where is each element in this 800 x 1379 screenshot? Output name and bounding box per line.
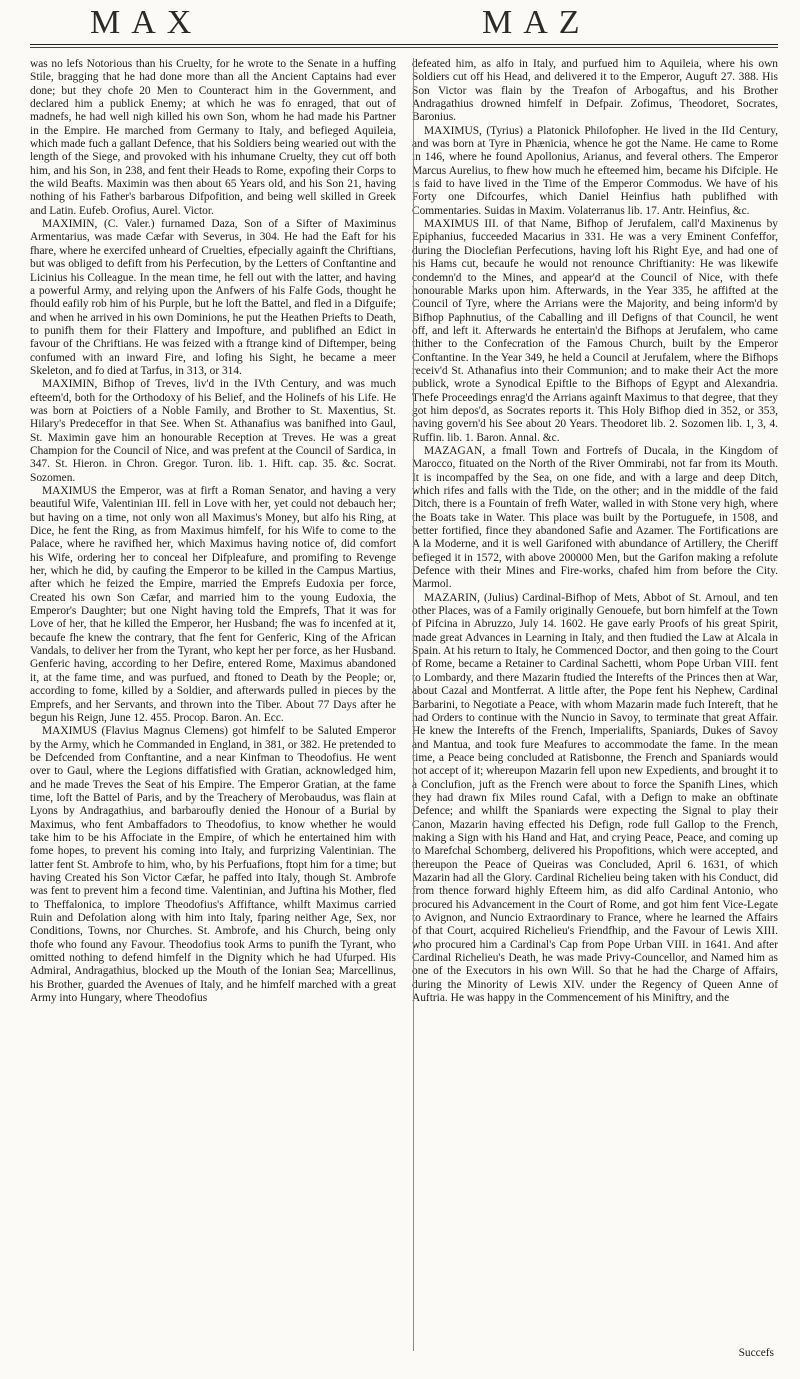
- entry-paragraph: MAZARIN, (Julius) Cardinal-Bifhop of Mets, Abbot of St. Arnoul, and ten other Places, was of a Family originally Genouefe, but born himfelf at the Town of Pifcina in Abruzzo, July 14. 1602. He gave early Proofs of his great Spirit, made great Advances in Learning in Italy, and then ftudied the Law at Alcala in Spain. At his return to Italy, he Commenced Doctor, and then going to the Court of Rome, became a Retainer to Cardinal Sachetti, whom Pope Urban VIII. fent to Lombardy, and there Mazarin ftudied the Interefts of the Princes then at War, about Cazal and Montferrat. A little after, the Pope fent his Nephew, Cardinal Barbarini, to Negotiate a Peace, with whom Mazarin made fuch Intereft, that he had Orders to continue with the Nuncio in Savoy, to terminate that great Affair. He knew the Interefts of the French, Imperialifts, Spaniards, Dukes of Savoy and Mantua, and took fure Meafures to accommodate the fame. In the mean time, a Peace being concluded at Ratisbonne, the French and Spaniards would not accept of it; whereupon Mazarin fell upon new Expedients, and brought it to a Conclufion, juft as the French were about to force the Spanifh Lines, which they had drawn fix Miles round Cafal, with a Defign to make an obftinate Defence; and whilft the Spaniards were expecting the Signal to play their Canon, Mazarin having effected his Defign, rode full Gallop to the French, making a Sign with his Hand and Hat, and crying Peace, Peace, and coming up to Marefchal Schomberg, delivered his Propofitions, which were accepted, and thereupon the Peace of Queiras was Concluded, April 6. 1631, of which Mazarin had all the Glory. Cardinal Richelieu being taken with his Conduct, did from thence forward highly Efteem him, as did alfo Cardinal Antonio, who procured his Advancement in the Court of Rome, and got him fent Vice-Legate to Avignon, and Nuncio Extraordinary to France, where he learned the Affairs of that Court, acquired Richelieu's Friendfhip, and the Favour of Lewis XIII. who procured him a Cardinal's Cap from Pope Urban VIII. in 1641. And after Cardinal Richelieu's Death, he was made Privy-Councellor, and Named him as one of the Executors in his own Will. So that he had the Charge of Affairs, during the Minority of Lewis XIV. under the Regency of Queen Anne of Auftria. He was happy in the Commencement of his Miniftry, and the: [412, 591, 778, 1005]
- right-column: [412, 58, 778, 1005]
- column-divider: [413, 58, 414, 1351]
- text-columns: [30, 58, 778, 1005]
- entry-paragraph: MAXIMUS (Flavius Magnus Clemens) got himfelf to be Saluted Emperor by the Army, which he Commanded in England, in 381, or 382. He pretended to be Defcended from Conftantine, and a near Kinfman to Theodofius. He went over to Gaul, where the Legions diffatisfied with Gratian, acknowledged him, and he made Treves the Seat of his Empire. The Emperor Gratian, at the fame time, loft the Battel of Paris, and by the Treachery of Merobaudus, was flain at Lyons by Andragathius, and barbaroufly denied the Honour of a Burial by Maximus, who fent Ambaffadors to Theodofius, to know whether he would take him to be his Affociate in the Empire, of which he entertained him with fome hopes, to prevent his coming into Italy, and furprizing Valentinian. The latter fent St. Ambrofe to him, who, by his Perfuafions, ftopt him for a time; but having Created his Son Victor Cæfar, he paffed into Italy, though St. Ambrofe was fent to prevent him a fecond time. Valentinian, and Juftina his Mother, fled to Theffalonica, to implore Theodofius's Affiftance, whilft Maximus carried Ruin and Defolation along with him into Italy, fparing neither Age, Sex, nor Conditions, Towns, nor Churches. St. Ambrofe, and his Church, being only thofe who found any Favour. Theodofius took Arms to punifh the Tyrant, who omitted nothing to defend himfelf in the Dignity which he had Ufurped. His Admiral, Andragathius, blocked up the Mouth of the Ionian Sea; Marcellinus, his Brother, guarded the Avenues of Italy, and he himfelf marched with a great Army into Hungary, where Theodofius: [30, 725, 396, 1005]
- entry-paragraph: MAXIMUS the Emperor, was at firft a Roman Senator, and having a very beautiful Wife, Valentinian III. fell in Love with her, yet could not debauch her; but having on a time, not only won all Maximus's Money, but alfo his Ring, at Dice, he fent the Ring, as from Maximus himfelf, for his Wife to come to the Palace, where he ravifhed her, which Maximus having notice of, did comfort his Wife, ordering her to conceal her Difpleafure, and promifing to Revenge her, which he did, by caufing the Emperor to be killed in the Campus Martius, after which he feized the Empire, married the Emprefs Eudoxia per force, Created his own Son Cæfar, and married him to the young Eudoxia, the Emperor's Daughter; but one Night having told the Emprefs, That it was for Love of her, that he killed the Emperor, her Husband; fhe was fo incenfed at it, becaufe fhe knew the contrary, that fhe fent for Genferic, King of the African Vandals, to deliver her from the Tyrant, who kept her per force, as her Husband. Genferic having, according to her Defire, entered Rome, Maximus abandoned it, at the fame time, and was purfued, and ftoned to Death by the People; or, according to fome, killed by a Soldier, and afterwards pulled in pieces by the Emprefs, and her Servants, and thrown into the Tiber. About 77 Days after he begun his Reign, June 12. 455. Procop. Baron. An. Ecc.: [30, 485, 396, 724]
- entry-paragraph: defeated him, as alfo in Italy, and purfued him to Aquileia, where his own Soldiers cut off his Head, and delivered it to the Emperor, Auguft 27. 388. His Son Victor was flain by the Treafon of Arbogaftus, and his Brother Andragathius drowned himfelf in Defpair. Zofimus, Theodoret, Socrates, Baronius.: [412, 58, 778, 124]
- entry-paragraph: MAXIMIN, (C. Valer.) furnamed Daza, Son of a Sifter of Maximinus Armentarius, was made Cæfar with Severus, in 304. He had the Eaft for his fhare, where he exercifed unheard of Cruelties, efpecially againft the Chriftians, but was obliged to defift from his Perfecution, by the Letters of Conftantine and Licinius his Colleague. In the mean time, he fell out with the latter, and having a powerful Army, and relying upon the Anfwers of his Falfe Gods, thought he fhould eafily rob him of his Purple, but he loft the Battel, and fled in a Difguife; and when he arrived in his own Dominions, he put the Heathen Priefts to Death, to punifh them for their Flattery and Impofture, and publifhed an Edict in favour of the Chriftians. He was feized with a ftrange kind of Diftemper, being confumed with an inward Fire, and lofing his Sight, he became a meer Skeleton, and fo died at Tarfus, in 313, or 314.: [30, 218, 396, 377]
- entry-paragraph: MAXIMUS, (Tyrius) a Platonick Philofopher. He lived in the IId Century, and was born at Tyre in Phænicia, whence he got the Name. He came to Rome in 146, where he found Apollonius, Arianus, and feveral others. The Emperor Marcus Aurelius, to fhew how much he efteemed him, became his Difciple. He is faid to have lived in the Time of the Emperor Commodus. We have of his Forty one Difcourfes, which Daniel Heinfius hath publifhed with Commentaries. Suidas in Maxim. Volaterranus lib. 17. Antr. Heinfius, &c.: [412, 124, 778, 217]
- entry-paragraph: MAXIMIN, Bifhop of Treves, liv'd in the IVth Century, and was much efteem'd, both for the Orthodoxy of his Belief, and the Holinefs of his Life. He was born at Poictiers of a Noble Family, and Brother to St. Maxentius, St. Hilary's Predeceffor in that See. When St. Athanafius was banifhed into Gaul, St. Maximin gave him an honourable Reception at Treves. He was a great Champion for the Council of Nice, and was prefent at the Council of Sardica, in 347. St. Hieron. in Chron. Gregor. Turon. lib. 1. Hift. cap. 35. &c. Socrat. Sozomen.: [30, 378, 396, 484]
- header-rule: [30, 44, 778, 45]
- entry-paragraph: was no lefs Notorious than his Cruelty, for he wrote to the Senate in a huffing Stile, bragging that he had done more than all the Ancient Captains had ever done; but they chofe 20 Men to Counteract him in the Government, and declared him a publick Enemy; at which he was fo enraged, that out of madnefs, he had well nigh killed his own Son, whom he had made his Partner in the Empire. He marched from Germany to Italy, and befieged Aquileia, which made fuch a gallant Defence, that his Soldiers being wearied out with the length of the Siege, and provoked with his inhumane Cruelty, they cut off both him, and his Son, in 238, and fent their Heads to Rome, expofing their Corps to the wild Beafts. Maximin was then about 65 Years old, and his Son 21, having nothing of his Father's barbarous Difpofition, and being well skilled in Greek and Latin. Eufeb. Orofius, Aurel. Victor.: [30, 58, 396, 217]
- running-head-right: MAZ: [482, 4, 591, 41]
- running-head-left: MAX: [90, 4, 203, 41]
- header-rule-thin: [30, 47, 778, 48]
- entry-paragraph: MAZAGAN, a fmall Town and Fortrefs of Ducala, in the Kingdom of Marocco, fituated on the North of the River Ommirabi, not far from its Mouth. It is incompaffed by the Sea, on one fide, and with a large and deep Ditch, which rifes and falls with the Tide, on the other; and in the middle of the faid Ditch, there is a Fountain of frefh Water, walled in with Stone very high, where the Boats take in Water. This place was built by the Portuguefe, in 1508, and better fortified, fince they abandoned Safie and Azamer. The Fortifications are A la Moderne, and it is well Garifoned with abundance of Artillery, the Cheriff befieged it in 1572, with above 200000 Men, but the Garifon making a refolute Defence with their Mines and Fire-works, chafed him from before the City. Marmol.: [412, 444, 778, 591]
- page-header: [30, 0, 778, 52]
- left-column: [30, 58, 396, 1005]
- entry-paragraph: MAXIMUS III. of that Name, Bifhop of Jerufalem, call'd Maxinenus by Epiphanius, fucceeded Macarius in 331. He was a very Eminent Confeffor, during the Dioclefian Perfecutions, having loft his Right Eye, and had one of his Hams cut, becaufe he would not renounce Chriftianity: He was likewife condemn'd to the Mines, and appear'd at the Council of Nice, with thefe honourable Marks upon him. Afterwards, in the Year 335, he affifted at the Council of Tyre, where the Arrians were the Majority, and being inform'd by Bifhop Paphnutius, of the Caballing and ill Defigns of that Council, he went off, and left it. Afterwards he entertain'd the Bifhops at Jerufalem, who came thither to the Confecration of the Famous Church, built by the Emperor Conftantine. In the Year 349, he held a Council at Jerufalem, where the Bifhops receiv'd St. Athanafius into their Communion; and to make their Act the more publick, wrote a Synodical Epiftle to the Bifhops of Egypt and Alexandria. Thefe Proceedings enrag'd the Arrians againft Maximus to that degree, that they got him depos'd, as Socrates reports it. This Holy Bifhop died in 352, or 353, having govern'd his See about 20 Years. Theodoret lib. 2. Sozomen lib. 1, 3, 4. Ruffin. lib. 1. Baron. Annal. &c.: [412, 218, 778, 444]
- catchword: Succefs: [738, 1347, 774, 1359]
